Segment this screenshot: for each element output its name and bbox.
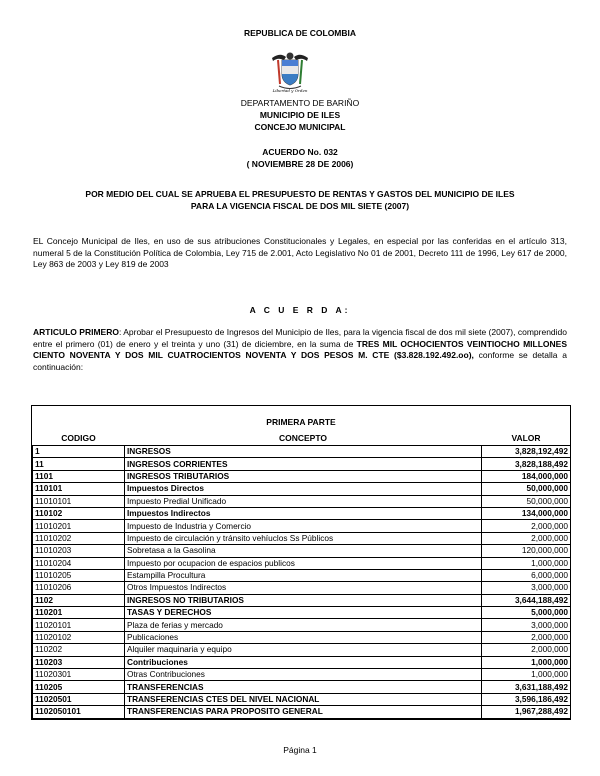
- cell-concept: Impuesto por ocupacion de espacios publicos: [125, 557, 482, 569]
- cell-code: 110201: [33, 607, 125, 619]
- cell-code: 110205: [33, 681, 125, 693]
- cell-concept: Otras Contribuciones: [125, 669, 482, 681]
- cell-value: 2,000,000: [482, 532, 571, 544]
- column-header-code: CODIGO: [61, 433, 96, 443]
- cell-code: 11020101: [33, 619, 125, 631]
- cell-concept: Otros Impuestos Indirectos: [125, 582, 482, 594]
- cell-concept: TRANSFERENCIAS PARA PROPOSITO GENERAL: [125, 706, 482, 718]
- cell-concept: INGRESOS NO TRIBUTARIOS: [125, 594, 482, 606]
- country-heading: REPUBLICA DE COLOMBIA: [243, 28, 357, 38]
- cell-concept: Alquiler maquinaria y equipo: [125, 644, 482, 656]
- column-header-concept: CONCEPTO: [278, 433, 328, 443]
- header-row: [33, 432, 571, 446]
- cell-value: 134,000,000: [482, 507, 571, 519]
- section-title: PRIMERA PARTE: [266, 417, 336, 427]
- cell-code: 1101: [33, 470, 125, 482]
- cell-value: 3,000,000: [482, 582, 571, 594]
- cell-concept: Impuestos Directos: [125, 483, 482, 495]
- cell-code: 110101: [33, 483, 125, 495]
- table-row: [33, 706, 571, 718]
- cell-concept: Plaza de ferias y mercado: [125, 619, 482, 631]
- cell-code: 110202: [33, 644, 125, 656]
- table-row: [33, 483, 571, 495]
- cell-code: 11010202: [33, 532, 125, 544]
- cell-value: 3,828,188,492: [482, 458, 571, 470]
- table-row: [33, 644, 571, 656]
- table-row: [33, 545, 571, 557]
- table-row: [33, 681, 571, 693]
- cell-concept: TRANSFERENCIAS: [125, 681, 482, 693]
- cell-concept: Impuestos Indirectos: [125, 507, 482, 519]
- document-title-line2: PARA LA VIGENCIA FISCAL DE DOS MIL SIETE (2007): [190, 201, 410, 211]
- cell-concept: Estampilla Procultura: [125, 569, 482, 581]
- cell-concept: Sobretasa a la Gasolina: [125, 545, 482, 557]
- cell-value: 3,596,186,492: [482, 693, 571, 705]
- cell-value: 1,000,000: [482, 557, 571, 569]
- cell-value: 6,000,000: [482, 569, 571, 581]
- table-row: [33, 470, 571, 482]
- cell-code: 110203: [33, 656, 125, 668]
- article-amount: TRES MIL OCHOCIENTOS VEINTIOCHO MILLONES CIENTO NOVENTA Y DOS MIL CUATROCIENTOS NOVENTA Y DOS PESOS M. CTE ($3.828.192.492.oo),: [33, 338, 567, 360]
- table-row: [33, 569, 571, 581]
- cell-value: 184,000,000: [482, 470, 571, 482]
- cell-code: 1: [33, 446, 125, 458]
- table-row: [33, 656, 571, 668]
- table-row: [33, 582, 571, 594]
- article-paragraph: [33, 327, 567, 373]
- department-line: DEPARTAMENTO DE BARIÑO: [240, 98, 360, 108]
- agreement-date: ( NOVIEMBRE 28 DE 2006): [246, 159, 354, 169]
- cell-code: 11010206: [33, 582, 125, 594]
- cell-code: 11: [33, 458, 125, 470]
- cell-value: 2,000,000: [482, 631, 571, 643]
- table-row: [33, 557, 571, 569]
- column-header-value: VALOR: [511, 433, 541, 443]
- article-heading: ARTICULO PRIMERO: [33, 327, 119, 337]
- cell-code: 11010204: [33, 557, 125, 569]
- table-row: [33, 446, 571, 458]
- cell-concept: Impuesto de circulación y tránsito vehíuclos Ss Públicos: [125, 532, 482, 544]
- table-row: [33, 631, 571, 643]
- table-row: [33, 619, 571, 631]
- cell-value: 5,000,000: [482, 607, 571, 619]
- cell-concept: INGRESOS TRIBUTARIOS: [125, 470, 482, 482]
- cell-value: 1,000,000: [482, 669, 571, 681]
- table-row: [33, 520, 571, 532]
- cell-code: 11020301: [33, 669, 125, 681]
- cell-concept: TRANSFERENCIAS CTES DEL NIVEL NACIONAL: [125, 693, 482, 705]
- cell-value: 50,000,000: [482, 495, 571, 507]
- cell-code: 11010205: [33, 569, 125, 581]
- table-row: [33, 607, 571, 619]
- article-text: : Aprobar el Presupuesto de Ingresos del Municipio de Iles, para la vigencia fiscal de dos mil siete (2007), comprendido entre el primero (01) de enero y el treinta y uno (31) de diciembre, en la suma de: [33, 327, 567, 349]
- council-line: CONCEJO MUNICIPAL: [254, 122, 346, 132]
- table-row: [33, 507, 571, 519]
- document-title-line1: POR MEDIO DEL CUAL SE APRUEBA EL PRESUPUESTO DE RENTAS Y GASTOS DEL MUNICIPIO DE ILES: [85, 189, 515, 199]
- cell-code: 1102050101: [33, 706, 125, 718]
- acuerda-heading: A C U E R D A:: [249, 305, 351, 315]
- cell-concept: TASAS Y DERECHOS: [125, 607, 482, 619]
- cell-code: 1102: [33, 594, 125, 606]
- intro-paragraph: EL Concejo Municipal de Iles, en uso de sus atribuciones Constitucionales y Legales, en especial por las conferidas en el artículo 313, numeral 5 de la Constitución Política de Colombia, Ley 715 de 2.001, Acto Legislativo No 01 de 2001, Decreto 111 de 1996, Ley 617 de 2000, Ley 863 de 2003 y Ley 819 de 2003: [33, 236, 567, 269]
- table-row: [33, 693, 571, 705]
- cell-value: 120,000,000: [482, 545, 571, 557]
- page-number: Página 1: [283, 745, 317, 755]
- cell-value: 3,000,000: [482, 619, 571, 631]
- cell-concept: INGRESOS CORRIENTES: [125, 458, 482, 470]
- cell-code: 11010201: [33, 520, 125, 532]
- cell-code: 11020501: [33, 693, 125, 705]
- cell-code: 110102: [33, 507, 125, 519]
- table-row: [33, 594, 571, 606]
- cell-value: 2,000,000: [482, 520, 571, 532]
- table-row: [33, 532, 571, 544]
- agreement-number: ACUERDO No. 032: [262, 147, 338, 157]
- table-row: [33, 669, 571, 681]
- budget-table: [31, 405, 571, 720]
- cell-code: 11020102: [33, 631, 125, 643]
- cell-value: 1,967,288,492: [482, 706, 571, 718]
- coat-of-arms-icon: [270, 50, 310, 94]
- cell-concept: INGRESOS: [125, 446, 482, 458]
- cell-value: 1,000,000: [482, 656, 571, 668]
- motto-text: Libertad y Orden: [272, 88, 308, 93]
- budget-grid: [32, 432, 571, 719]
- cell-value: 3,828,192,492: [482, 446, 571, 458]
- table-row: [33, 458, 571, 470]
- cell-value: 3,644,188,492: [482, 594, 571, 606]
- cell-concept: Impuesto de Industria y Comercio: [125, 520, 482, 532]
- cell-value: 3,631,188,492: [482, 681, 571, 693]
- cell-value: 2,000,000: [482, 644, 571, 656]
- article-text-end: conforme se detalla a continuación:: [33, 350, 567, 372]
- cell-concept: Publicaciones: [125, 631, 482, 643]
- cell-value: 50,000,000: [482, 483, 571, 495]
- table-row: [33, 495, 571, 507]
- municipality-line: MUNICIPIO DE ILES: [259, 110, 341, 120]
- cell-code: 11010203: [33, 545, 125, 557]
- cell-concept: Contribuciones: [125, 656, 482, 668]
- cell-code: 11010101: [33, 495, 125, 507]
- cell-concept: Impuesto Predial Unificado: [125, 495, 482, 507]
